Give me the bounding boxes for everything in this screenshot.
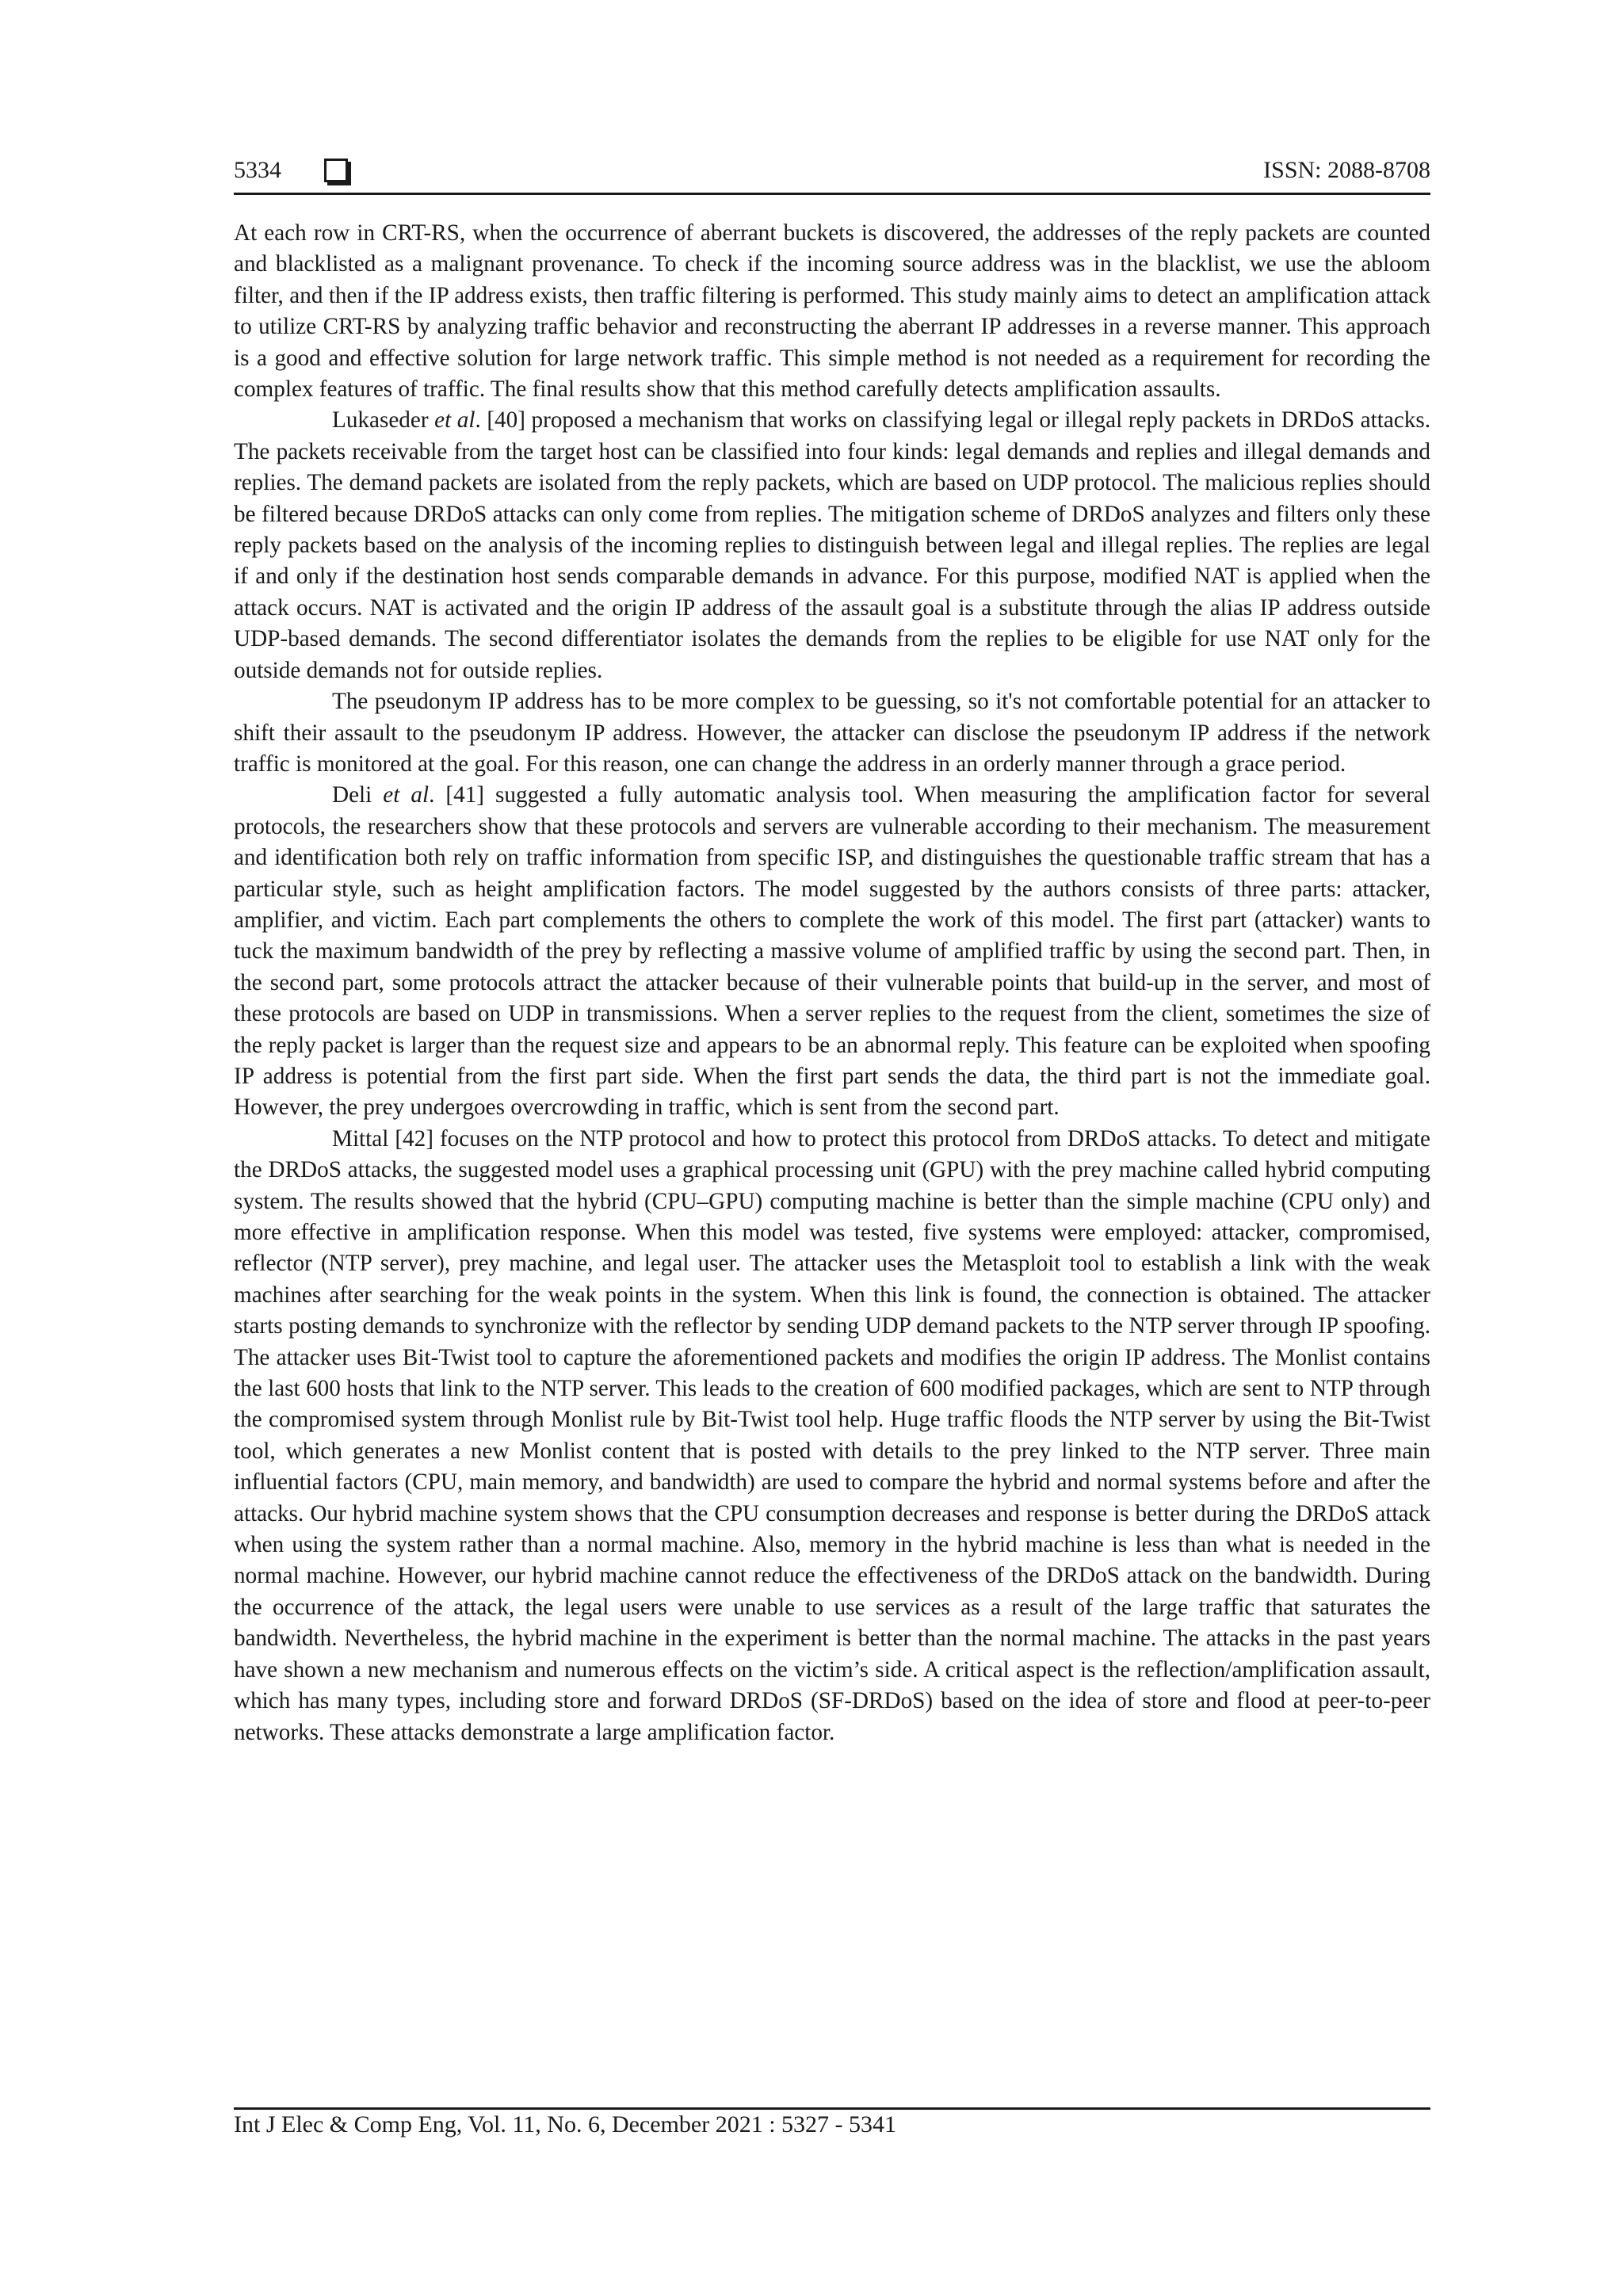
paragraph-text: . [40] proposed a mechanism that works on classifying legal or illegal reply packets in DRDoS attacks. The packets receivable from the target host can be classified into four kinds: legal demands and replies and illegal demands and replies. The demand packets are isolated from the reply packets, which are based on UDP protocol. The malicious replies should be filtered because DRDoS attacks can only come from replies. The mitigation scheme of DRDoS analyzes and filters only these reply packets based on the analysis of the incoming replies to distinguish between legal and illegal replies. The replies are legal if and only if the destination host sends comparable demands in advance. For this purpose, modified NAT is applied when the attack occurs. NAT is activated and the origin IP address of the assault goal is a substitute through the alias IP address outside UDP-based demands. The second differentiator isolates the demands from the replies to be eligible for use NAT only for the outside demands not for outside replies. xyxy=(234,407,1430,683)
footer-citation: Int J Elec & Comp Eng, Vol. 11, No. 6, December 2021 : 5327 - 5341 xyxy=(234,2111,897,2137)
paragraph-mittal xyxy=(234,1124,1430,1748)
issn-label: ISSN: 2088-8708 xyxy=(1263,157,1430,183)
italic-et-al: et al xyxy=(383,782,430,808)
paragraph-text: Mittal [42] focuses on the NTP protocol and how to protect this protocol from DRDoS attacks. To detect and mitigate the DRDoS attacks, the suggested model uses a graphical processing unit (GPU) with the prey machine called hybrid computing system. The results showed that the hybrid (CPU–GPU) computing machine is better than the simple machine (CPU only) and more effective in amplification response. When this model was tested, five systems were employed: attacker, compromised, reflector (NTP server), prey machine, and legal user. The attacker uses the Metasploit tool to establish a link with the weak machines after searching for the weak points in the system. When this link is found, the connection is obtained. The attacker starts posting demands to synchronize with the reflector by sending UDP demand packets to the NTP server through IP spoofing. The attacker uses Bit-Twist tool to capture the aforementioned packets and modifies the origin IP address. The Monlist contains the last 600 hosts that link to the NTP server. This leads to the creation of 600 modified packages, which are sent to NTP through the compromised system through Monlist rule by Bit-Twist tool help. Huge traffic floods the NTP server by using the Bit-Twist tool, which generates a new Monlist content that is posted with details to the prey linked to the NTP server. Three main influential factors (CPU, main memory, and bandwidth) are used to compare the hybrid and normal systems before and after the attacks. Our hybrid machine system shows that the CPU consumption decreases and response is better during the DRDoS attack when using the system rather than a normal machine. Also, memory in the hybrid machine is less than what is needed in the normal machine. However, our hybrid machine cannot reduce the effectiveness of the DRDoS attack on the bandwidth. During the occurrence of the attack, the legal users were unable to use services as a result of the large traffic that saturates the bandwidth. Nevertheless, the hybrid machine in the experiment is better than the normal machine. The attacks in the past years have shown a new mechanism and numerous effects on the victim’s side. A critical aspect is the reflection/amplification assault, which has many types, including store and forward DRDoS (SF-DRDoS) based on the idea of store and flood at peer-to-peer networks. These attacks demonstrate a large amplification factor. xyxy=(234,1125,1430,1745)
paragraph-text: Deli xyxy=(332,782,384,808)
paragraph-lukaseder xyxy=(234,405,1430,686)
paragraph-crt-rs xyxy=(234,218,1430,405)
header-rule xyxy=(234,193,1430,195)
footer-rule xyxy=(234,2107,1430,2110)
paragraph-pseudonym xyxy=(234,686,1430,780)
square-box-icon xyxy=(324,159,348,182)
page-header xyxy=(234,154,1430,193)
paragraph-text: The pseudonym IP address has to be more complex to be guessing, so it's not comfortable potential for an attacker to shift their assault to the pseudonym IP address. However, the attacker can disclose the pseudonym IP address if the network traffic is monitored at the goal. For this reason, one can change the address in an orderly manner through a grace period. xyxy=(234,689,1430,777)
paragraph-text: Lukaseder xyxy=(332,407,435,434)
paragraph-deli xyxy=(234,780,1430,1123)
paragraph-text: At each row in CRT-RS, when the occurrence of aberrant buckets is discovered, the addresses of the reply packets are counted and blacklisted as a malignant provenance. To check if the incoming source address was in the blacklist, we use the abloom filter, and then if the IP address exists, then traffic filtering is performed. This study mainly aims to detect an amplification attack to utilize CRT-RS by analyzing traffic behavior and reconstructing the aberrant IP addresses in a reverse manner. This approach is a good and effective solution for large network traffic. This simple method is not needed as a requirement for recording the complex features of traffic. The final results show that this method carefully detects amplification assaults. xyxy=(234,220,1430,403)
page-number: 5334 xyxy=(234,157,281,183)
article-body xyxy=(234,218,1430,1748)
paragraph-text: . [41] suggested a fully automatic analysis tool. When measuring the amplification factor for several protocols, the researchers show that these protocols and servers are vulnerable according to their mechanism. The measurement and identification both rely on traffic information from specific ISP, and distinguishes the questionable traffic stream that has a particular style, such as height amplification factors. The model suggested by the authors consists of three parts: attacker, amplifier, and victim. Each part complements the others to complete the work of this model. The first part (attacker) wants to tuck the maximum bandwidth of the prey by reflecting a massive volume of amplified traffic by using the second part. Then, in the second part, some protocols attract the attacker because of their vulnerable points that build-up in the server, and most of these protocols are based on UDP in transmissions. When a server replies to the request from the client, sometimes the size of the reply packet is larger than the request size and appears to be an abnormal reply. This feature can be exploited when spoofing IP address is potential from the first part side. When the first part sends the data, the third part is not the immediate goal. However, the prey undergoes overcrowding in traffic, which is sent from the second part. xyxy=(234,782,1430,1121)
italic-et-al: et al xyxy=(434,407,475,434)
